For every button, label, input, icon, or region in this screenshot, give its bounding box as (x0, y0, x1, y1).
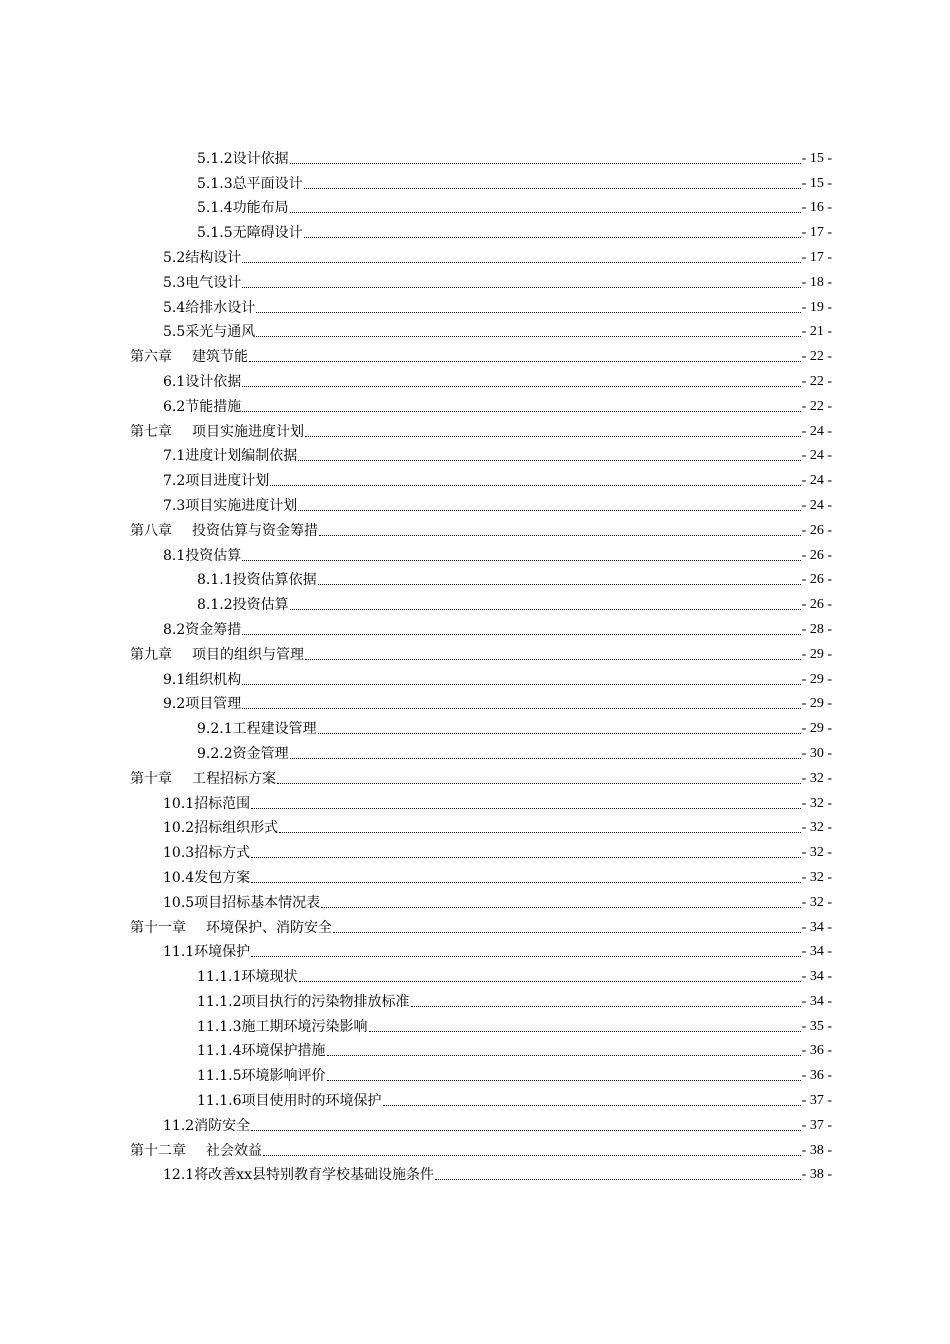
toc-entry-number: 5.4 (163, 299, 186, 316)
toc-dot-leader (251, 807, 801, 809)
toc-page-number: - 32 - (801, 894, 832, 910)
toc-entry-text: 采光与通风 (185, 324, 256, 341)
toc-page-number: - 30 - (801, 745, 832, 761)
toc-entry-number: 7.3 (163, 497, 186, 514)
toc-entry-number: 11.1.6 (197, 1093, 242, 1110)
toc-page-number: - 15 - (801, 175, 832, 191)
toc-entry[interactable] (130, 788, 832, 813)
toc-entry-text: 环境保护 (194, 944, 251, 961)
toc-entry-number: 9.1 (163, 671, 186, 688)
toc-entry-number: 11.1.4 (197, 1043, 242, 1060)
toc-entry-number: 5.1.5 (197, 225, 233, 242)
toc-entry[interactable] (130, 292, 832, 317)
toc-entry-number: 5.3 (163, 274, 186, 291)
toc-dot-leader (435, 1178, 801, 1180)
toc-entry-text: 项目的组织与管理 (192, 646, 304, 663)
toc-entry-title (197, 745, 289, 763)
toc-entry-title (163, 844, 250, 862)
toc-entry-number: 第九章 (130, 646, 172, 663)
toc-entry-title (197, 968, 298, 986)
toc-entry[interactable] (130, 193, 832, 218)
toc-entry-title (197, 175, 303, 193)
toc-entry-text: 环境保护、消防安全 (206, 919, 332, 936)
toc-entry-number: 第八章 (130, 522, 172, 539)
toc-page-number: - 32 - (801, 869, 832, 885)
toc-entry-text: 工程招标方案 (192, 770, 276, 787)
toc-dot-leader (290, 757, 801, 759)
toc-entry-text: 设计依据 (232, 150, 289, 167)
toc-page-number: - 26 - (801, 547, 832, 563)
toc-entry-number: 5.1.3 (197, 175, 233, 192)
toc-dot-leader (251, 856, 801, 858)
toc-entry[interactable] (130, 1160, 832, 1185)
toc-page-number: - 15 - (801, 150, 832, 166)
toc-entry[interactable] (130, 912, 832, 937)
toc-entry-title (163, 795, 250, 813)
toc-entry-title (197, 1092, 382, 1110)
toc-page-number: - 26 - (801, 522, 832, 538)
toc-entry-number: 7.1 (163, 448, 186, 465)
toc-entry[interactable] (130, 937, 832, 962)
toc-dot-leader (249, 360, 801, 362)
toc-entry-text: 项目招标基本情况表 (194, 894, 321, 911)
toc-entry[interactable] (130, 565, 832, 590)
toc-entry-title (130, 522, 318, 540)
toc-entry-number: 11.1.3 (197, 1018, 242, 1035)
toc-entry-title (163, 447, 297, 465)
toc-entry-title (163, 943, 250, 961)
toc-entry-text: 项目进度计划 (185, 473, 270, 490)
toc-dot-leader (299, 980, 801, 982)
toc-entry-title (197, 1042, 326, 1060)
toc-page-number: - 29 - (801, 696, 832, 712)
toc-entry-text: 资金筹措 (185, 621, 242, 638)
toc-page-number: - 32 - (801, 770, 832, 786)
toc-entry-title (163, 274, 241, 292)
toc-entry-text: 投资估算与资金筹措 (192, 522, 318, 539)
toc-page-number: - 17 - (801, 249, 832, 265)
toc-entry[interactable] (130, 465, 832, 490)
toc-page-number: - 22 - (801, 398, 832, 414)
toc-dot-leader (263, 1154, 801, 1156)
toc-entry[interactable] (130, 986, 832, 1011)
toc-entry-title (197, 1067, 326, 1085)
toc-page-number: - 29 - (801, 671, 832, 687)
toc-dot-leader (270, 484, 800, 486)
toc-entry-title (130, 423, 304, 441)
toc-entry-text: 电气设计 (185, 274, 242, 291)
toc-page-number: - 36 - (801, 1043, 832, 1059)
toc-entry[interactable] (130, 1110, 832, 1135)
toc-entry-title (197, 1018, 368, 1036)
toc-entry-title (197, 224, 303, 242)
toc-page-number: - 34 - (801, 993, 832, 1009)
toc-entry-text: 设计依据 (185, 373, 242, 390)
toc-entry[interactable] (130, 1011, 832, 1036)
toc-dot-leader (242, 633, 800, 635)
toc-entry[interactable] (130, 540, 832, 565)
toc-entry-text: 项目实施进度计划 (192, 423, 304, 440)
toc-entry-text: 环境保护措施 (241, 1043, 326, 1060)
toc-entry-title (163, 1166, 434, 1184)
toc-entry-number: 6.2 (163, 398, 186, 415)
toc-entry[interactable] (130, 391, 832, 416)
toc-entry[interactable] (130, 862, 832, 887)
toc-entry-number: 10.4 (163, 869, 195, 886)
toc-entry-number: 第十二章 (130, 1142, 186, 1159)
toc-entry[interactable] (130, 813, 832, 838)
toc-entry-title (163, 373, 241, 391)
toc-entry-number: 11.1.1 (197, 969, 242, 986)
toc-entry-number: 第六章 (130, 349, 172, 366)
toc-entry-title (163, 1117, 250, 1135)
toc-page-number: - 21 - (801, 324, 832, 340)
toc-page-number: - 17 - (801, 225, 832, 241)
toc-entry-text: 组织机构 (185, 671, 242, 688)
toc-entry[interactable] (130, 1060, 832, 1085)
toc-page-number: - 29 - (801, 721, 832, 737)
toc-entry-number: 10.1 (163, 795, 195, 812)
toc-dot-leader (290, 162, 801, 164)
toc-page-number: - 24 - (801, 473, 832, 489)
toc-page-number: - 24 - (801, 497, 832, 513)
toc-page-number: - 32 - (801, 845, 832, 861)
toc-entry-number: 9.2.2 (197, 745, 233, 762)
toc-entry-title (163, 299, 255, 317)
toc-dot-leader (242, 261, 800, 263)
toc-dot-leader (256, 311, 800, 313)
toc-dot-leader (318, 732, 801, 734)
toc-dot-leader (304, 236, 801, 238)
toc-entry[interactable] (130, 416, 832, 441)
toc-entry-text: 招标组织形式 (194, 820, 279, 837)
toc-entry-number: 7.2 (163, 473, 186, 490)
toc-page-number: - 22 - (801, 349, 832, 365)
toc-page-number: - 24 - (801, 423, 832, 439)
toc-entry-number: 8.1.2 (197, 597, 233, 614)
toc-page-number: - 32 - (801, 795, 832, 811)
toc-entry[interactable] (130, 490, 832, 515)
toc-entry-text: 结构设计 (185, 249, 242, 266)
toc-entry-title (163, 869, 250, 887)
toc-entry-text: 投资估算 (185, 547, 242, 564)
toc-entry-title (163, 695, 241, 713)
toc-page-number: - 22 - (801, 373, 832, 389)
toc-entry-text: 总平面设计 (232, 175, 303, 192)
toc-entry-text: 发包方案 (194, 869, 251, 886)
toc-dot-leader (279, 831, 801, 833)
toc-entry-text: 消防安全 (194, 1117, 251, 1134)
toc-entry-title (163, 819, 278, 837)
toc-entry[interactable] (130, 1085, 832, 1110)
toc-entry-title (130, 770, 276, 788)
toc-page-number: - 18 - (801, 274, 832, 290)
toc-entry-number: 8.2 (163, 621, 186, 638)
toc-dot-leader (383, 1104, 801, 1106)
toc-entry-title (130, 1142, 262, 1160)
toc-dot-leader (369, 1030, 801, 1032)
toc-entry-number: 5.1.4 (197, 200, 233, 217)
toc-entry-text: 环境现状 (241, 969, 298, 986)
toc-entry-number: 11.1.5 (197, 1068, 242, 1085)
toc-entry[interactable] (130, 242, 832, 267)
toc-entry-number: 8.1 (163, 547, 186, 564)
toc-entry-title (197, 571, 317, 589)
toc-dot-leader (318, 583, 801, 585)
toc-dot-leader (319, 534, 801, 536)
toc-entry[interactable] (130, 317, 832, 342)
toc-dot-leader (290, 211, 801, 213)
toc-entry[interactable] (130, 143, 832, 168)
toc-entry-number: 第十章 (130, 770, 172, 787)
toc-entry[interactable] (130, 689, 832, 714)
toc-page-number: - 28 - (801, 621, 832, 637)
toc-entry-text: 环境影响评价 (241, 1068, 326, 1085)
toc-entry-text: 无障碍设计 (232, 225, 303, 242)
toc-entry-title (163, 472, 269, 490)
toc-page-number: - 36 - (801, 1068, 832, 1084)
toc-entry[interactable] (130, 267, 832, 292)
toc-entry-text: 给排水设计 (185, 299, 256, 316)
toc-entry-title (163, 398, 241, 416)
toc-page-number: - 34 - (801, 969, 832, 985)
toc-dot-leader (327, 1079, 801, 1081)
toc-entry[interactable] (130, 441, 832, 466)
toc-entry-text: 项目使用时的环境保护 (241, 1093, 382, 1110)
toc-entry-title (163, 894, 320, 912)
toc-dot-leader (251, 955, 801, 957)
toc-page-number: - 26 - (801, 597, 832, 613)
toc-page-number: - 16 - (801, 200, 832, 216)
toc-entry-number: 5.2 (163, 249, 186, 266)
toc-entry-text: 招标方式 (194, 845, 251, 862)
toc-entry-title (163, 497, 297, 515)
toc-entry[interactable] (130, 1036, 832, 1061)
toc-dot-leader (242, 559, 800, 561)
toc-entry-title (197, 596, 289, 614)
toc-entry[interactable] (130, 341, 832, 366)
toc-page-number: - 19 - (801, 299, 832, 315)
toc-page-number: - 37 - (801, 1093, 832, 1109)
toc-page-number: - 38 - (801, 1167, 832, 1183)
toc-entry-title (130, 348, 248, 366)
toc-entry-text: 项目实施进度计划 (185, 497, 298, 514)
toc-entry-number: 12.1 (163, 1167, 195, 1184)
toc-dot-leader (242, 385, 800, 387)
toc-dot-leader (298, 509, 800, 511)
toc-page-number: - 24 - (801, 448, 832, 464)
toc-entry-number: 第十一章 (130, 919, 186, 936)
toc-entry-title (130, 919, 332, 937)
toc-dot-leader (304, 187, 801, 189)
toc-entry-text: 资金管理 (232, 745, 289, 762)
toc-dot-leader (242, 286, 800, 288)
toc-dot-leader (305, 435, 801, 437)
table-of-contents (130, 143, 832, 1184)
toc-entry-text: 招标范围 (194, 795, 251, 812)
toc-entry-number: 10.3 (163, 845, 195, 862)
toc-entry[interactable] (130, 837, 832, 862)
toc-entry-text: 项目执行的污染物排放标准 (241, 993, 410, 1010)
toc-entry-number: 11.2 (163, 1117, 195, 1134)
toc-dot-leader (242, 410, 800, 412)
toc-page-number: - 34 - (801, 919, 832, 935)
toc-entry-title (163, 621, 241, 639)
toc-page-number: - 34 - (801, 944, 832, 960)
toc-dot-leader (242, 707, 800, 709)
toc-page-number: - 32 - (801, 820, 832, 836)
toc-entry-text: 项目管理 (185, 696, 242, 713)
toc-entry[interactable] (130, 1135, 832, 1160)
toc-entry-title (197, 993, 410, 1011)
toc-entry-title (197, 720, 317, 738)
toc-entry-text: 投资估算依据 (232, 572, 317, 589)
toc-entry-title (130, 646, 304, 664)
toc-entry-number: 第七章 (130, 423, 172, 440)
toc-page-number: - 26 - (801, 572, 832, 588)
toc-entry-number: 10.2 (163, 820, 195, 837)
toc-page-number: - 35 - (801, 1018, 832, 1034)
toc-entry[interactable] (130, 515, 832, 540)
toc-entry-text: 社会效益 (206, 1142, 262, 1159)
toc-page-number: - 29 - (801, 646, 832, 662)
toc-dot-leader (242, 683, 800, 685)
toc-entry[interactable] (130, 763, 832, 788)
toc-entry-number: 5.5 (163, 324, 186, 341)
toc-dot-leader (298, 459, 800, 461)
toc-entry[interactable] (130, 738, 832, 763)
toc-entry-title (163, 249, 241, 267)
toc-entry[interactable] (130, 713, 832, 738)
toc-entry[interactable] (130, 887, 832, 912)
toc-entry-number: 10.5 (163, 894, 195, 911)
toc-entry-number: 5.1.2 (197, 150, 233, 167)
toc-entry-title (163, 671, 241, 689)
toc-entry[interactable] (130, 614, 832, 639)
toc-entry[interactable] (130, 589, 832, 614)
toc-dot-leader (290, 608, 801, 610)
toc-entry-text: 将改善xx县特别教育学校基础设施条件 (194, 1167, 434, 1184)
toc-entry-number: 11.1.2 (197, 993, 242, 1010)
toc-entry-number: 6.1 (163, 373, 186, 390)
toc-page-number: - 38 - (801, 1142, 832, 1158)
toc-entry-text: 节能措施 (185, 398, 242, 415)
toc-dot-leader (327, 1054, 801, 1056)
toc-entry-text: 工程建设管理 (232, 721, 317, 738)
toc-entry[interactable] (130, 639, 832, 664)
toc-entry-text: 施工期环境污染影响 (241, 1018, 368, 1035)
toc-entry-title (197, 150, 289, 168)
toc-entry-title (163, 323, 255, 341)
toc-entry-title (197, 199, 289, 217)
toc-entry-text: 功能布局 (232, 200, 289, 217)
toc-entry-text: 投资估算 (232, 597, 289, 614)
toc-dot-leader (333, 931, 801, 933)
toc-entry[interactable] (130, 961, 832, 986)
toc-entry[interactable] (130, 664, 832, 689)
toc-entry-number: 11.1 (163, 944, 195, 961)
toc-dot-leader (251, 1129, 801, 1131)
toc-dot-leader (411, 1005, 801, 1007)
toc-entry-text: 建筑节能 (192, 349, 248, 366)
toc-entry-number: 8.1.1 (197, 572, 233, 589)
toc-entry[interactable] (130, 217, 832, 242)
toc-entry-title (163, 547, 241, 565)
toc-dot-leader (321, 906, 801, 908)
toc-entry-number: 9.2 (163, 696, 186, 713)
toc-entry-text: 进度计划编制依据 (185, 448, 298, 465)
toc-dot-leader (251, 881, 801, 883)
toc-entry[interactable] (130, 366, 832, 391)
toc-dot-leader (256, 335, 800, 337)
toc-page-number: - 37 - (801, 1117, 832, 1133)
toc-dot-leader (305, 658, 801, 660)
toc-entry[interactable] (130, 168, 832, 193)
toc-dot-leader (277, 782, 801, 784)
toc-entry-number: 9.2.1 (197, 721, 233, 738)
